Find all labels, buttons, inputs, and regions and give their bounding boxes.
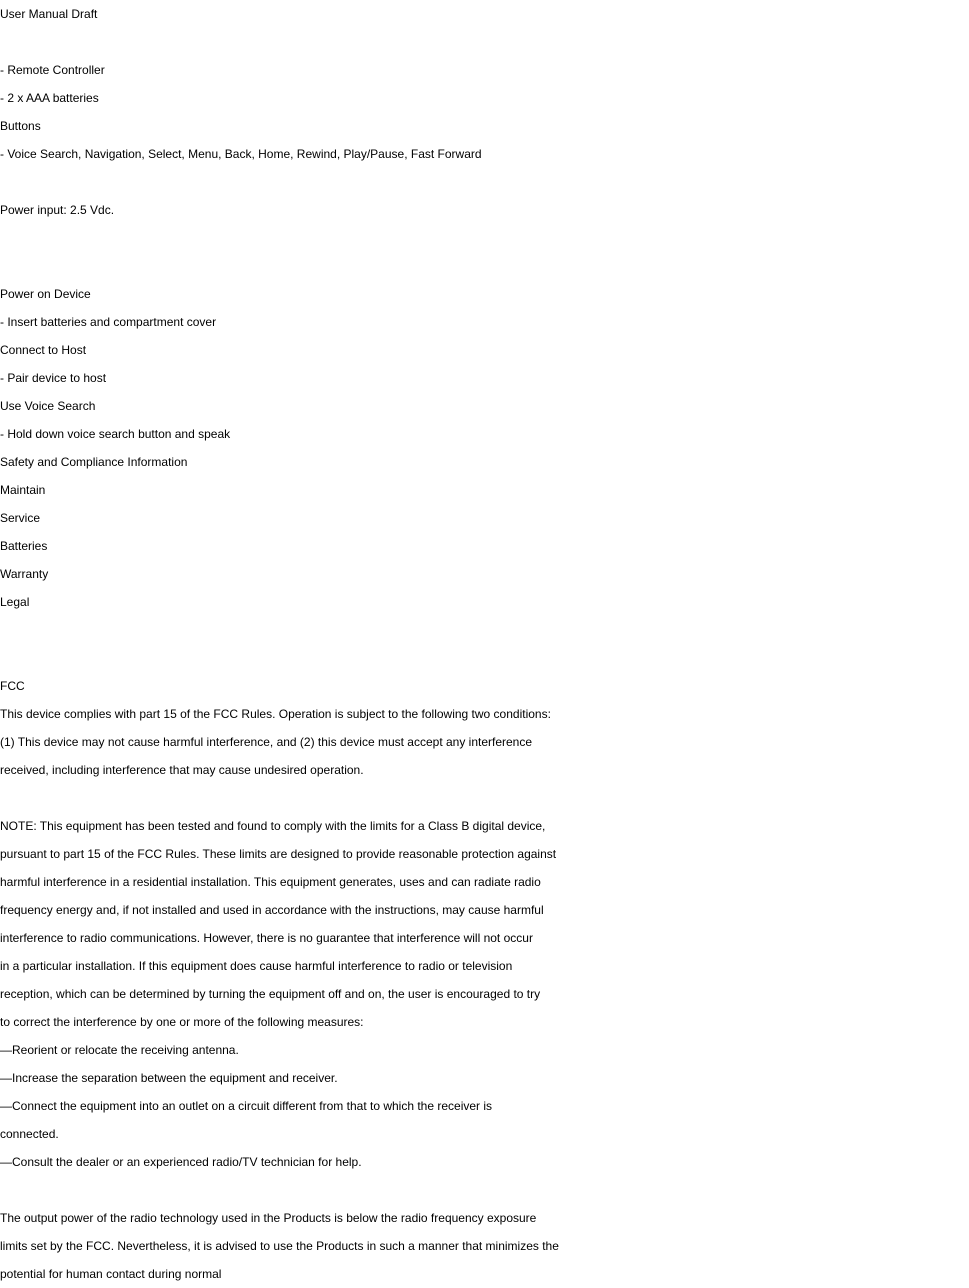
fcc-note-line: harmful interference in a residential installation. This equipment generates, uses and can radiate radio (0, 875, 541, 889)
section-batteries: Batteries (0, 539, 48, 553)
fcc-statement-line: received, including interference that may cause undesired operation. (0, 763, 364, 777)
buttons-heading: Buttons (0, 119, 41, 133)
blank-line (0, 616, 969, 672)
rf-exposure-line: limits set by the FCC. Nevertheless, it is advised to use the Products in such a manner that minimizes the (0, 1239, 559, 1253)
buttons-list: - Voice Search, Navigation, Select, Menu, Back, Home, Rewind, Play/Pause, Fast Forward (0, 147, 482, 161)
voice-search-heading: Use Voice Search (0, 399, 96, 413)
section-service: Service (0, 511, 41, 525)
section-safety: Safety and Compliance Information (0, 455, 188, 469)
fcc-measure-reorient: —Reorient or relocate the receiving antenna. (0, 1043, 239, 1057)
blank-line (0, 168, 969, 196)
section-warranty: Warranty (0, 567, 49, 581)
fcc-measure-outlet: —Connect the equipment into an outlet on a circuit different from that to which the receiver is (0, 1099, 493, 1113)
blank-line (0, 784, 969, 812)
blank-line (0, 28, 969, 56)
rf-exposure-line: potential for human contact during normal (0, 1267, 222, 1281)
power-input-spec: Power input: 2.5 Vdc. (0, 203, 115, 217)
fcc-note-line: frequency energy and, if not installed and used in accordance with the instructions, may cause harmful (0, 903, 544, 917)
blank-line (0, 1176, 969, 1204)
box-item-remote: - Remote Controller (0, 63, 105, 77)
fcc-note-line: reception, which can be determined by turning the equipment off and on, the user is encouraged to try (0, 987, 541, 1001)
fcc-note-line: pursuant to part 15 of the FCC Rules. These limits are designed to provide reasonable protection against (0, 847, 557, 861)
connect-heading: Connect to Host (0, 343, 87, 357)
fcc-note-line: interference to radio communications. However, there is no guarantee that interference will not occur (0, 931, 533, 945)
connect-step: - Pair device to host (0, 371, 107, 385)
fcc-note-line: in a particular installation. If this equipment does cause harmful interference to radio or television (0, 959, 513, 973)
voice-search-step: - Hold down voice search button and speak (0, 427, 231, 441)
page-title: User Manual Draft (0, 7, 98, 21)
section-legal: Legal (0, 595, 30, 609)
fcc-note-line: NOTE: This equipment has been tested and found to comply with the limits for a Class B digital device, (0, 819, 546, 833)
fcc-heading: FCC (0, 679, 25, 693)
blank-line (0, 224, 969, 280)
section-maintain: Maintain (0, 483, 46, 497)
fcc-statement-line: (1) This device may not cause harmful interference, and (2) this device must accept any interference (0, 735, 533, 749)
fcc-measure-consult: —Consult the dealer or an experienced radio/TV technician for help. (0, 1155, 362, 1169)
rf-exposure-line: The output power of the radio technology used in the Products is below the radio frequency exposure (0, 1211, 537, 1225)
fcc-note-line: to correct the interference by one or more of the following measures: (0, 1015, 364, 1029)
fcc-statement-line: This device complies with part 15 of the FCC Rules. Operation is subject to the following two conditions: (0, 707, 551, 721)
fcc-measure-separation: —Increase the separation between the equipment and receiver. (0, 1071, 338, 1085)
power-on-heading: Power on Device (0, 287, 91, 301)
box-item-batteries: - 2 x AAA batteries (0, 91, 99, 105)
power-on-step: - Insert batteries and compartment cover (0, 315, 217, 329)
fcc-measure-outlet-cont: connected. (0, 1127, 59, 1141)
